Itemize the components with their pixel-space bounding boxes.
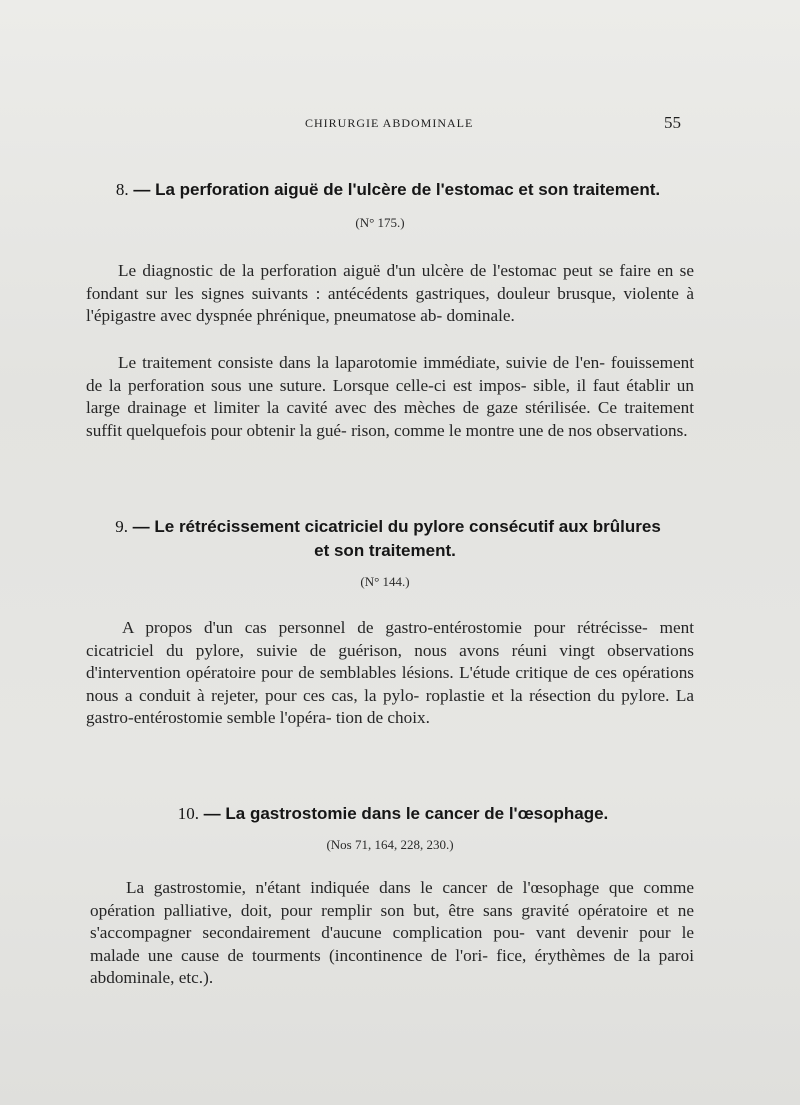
section-10-reference: (Nos 71, 164, 228, 230.) <box>326 837 454 852</box>
section-9-reference: (N° 144.) <box>360 574 410 589</box>
section-8-paragraph-1: Le diagnostic de la perforation aiguë d'un ulcère de l'estomac peut se faire en se fondant sur les signes suivants : antécédents gastriques, douleur brusque, violente à l'épigastre avec dyspnée phrénique, pneumatose ab- dominale. <box>86 261 694 325</box>
section-9-heading-line-2: et son traitement. <box>314 541 456 560</box>
section-8-paragraph-2: Le traitement consiste dans la laparotomie immédiate, suivie de l'en- fouissement de la perforation sous une suture. Lorsque celle-ci est impos- sible, il faut établir un large drainage et limiter la cavité avec des mèches de gaze stérilisée. Ce traitement suffit quelquefois pour obtenir la gué- rison, comme le montre une de nos observations. <box>86 353 694 440</box>
page-header <box>0 113 800 136</box>
page-number: 55 <box>664 113 681 132</box>
section-title: — Le rétrécissement cicatriciel du pylore consécutif aux brûlures <box>127 517 661 536</box>
section-10-heading <box>168 802 618 826</box>
section-number: 10. <box>177 804 199 823</box>
section-10-paragraph-1: La gastrostomie, n'étant indiquée dans le cancer de l'œsophage que comme opération palliative, doit, pour remplir son but, être sans gravité opératoire et ne s'accompagner secondairement d'aucune complication pou- vant devenir pour le malade une cause de tourments (incontinence de l'ori- fice, érythèmes de la paroi abdominale, etc.). <box>90 878 694 987</box>
section-number: 9. <box>115 517 128 536</box>
running-title: CHIRURGIE ABDOMINALE <box>305 116 474 130</box>
section-title: — La perforation aiguë de l'ulcère de l'estomac et son traitement. <box>128 180 661 199</box>
section-9-paragraph-1: A propos d'un cas personnel de gastro-entérostomie pour rétrécisse- ment cicatriciel du pylore, suivie de guérison, nous avons réuni vingt observations d'intervention opératoire pour de semblables lésions. L'étude critique de ces opérations nous a conduit à rejeter, pour ces cas, la pylo- roplastie et la résection du pylore. La gastro-entérostomie semble l'opéra- tion de choix. <box>86 618 694 727</box>
section-number: 8. <box>115 180 129 199</box>
section-8-heading <box>98 178 678 202</box>
section-9-heading <box>108 515 668 539</box>
section-title: — La gastrostomie dans le cancer de l'œsophage. <box>198 804 609 823</box>
section-8-reference: (N° 175.) <box>355 215 405 230</box>
